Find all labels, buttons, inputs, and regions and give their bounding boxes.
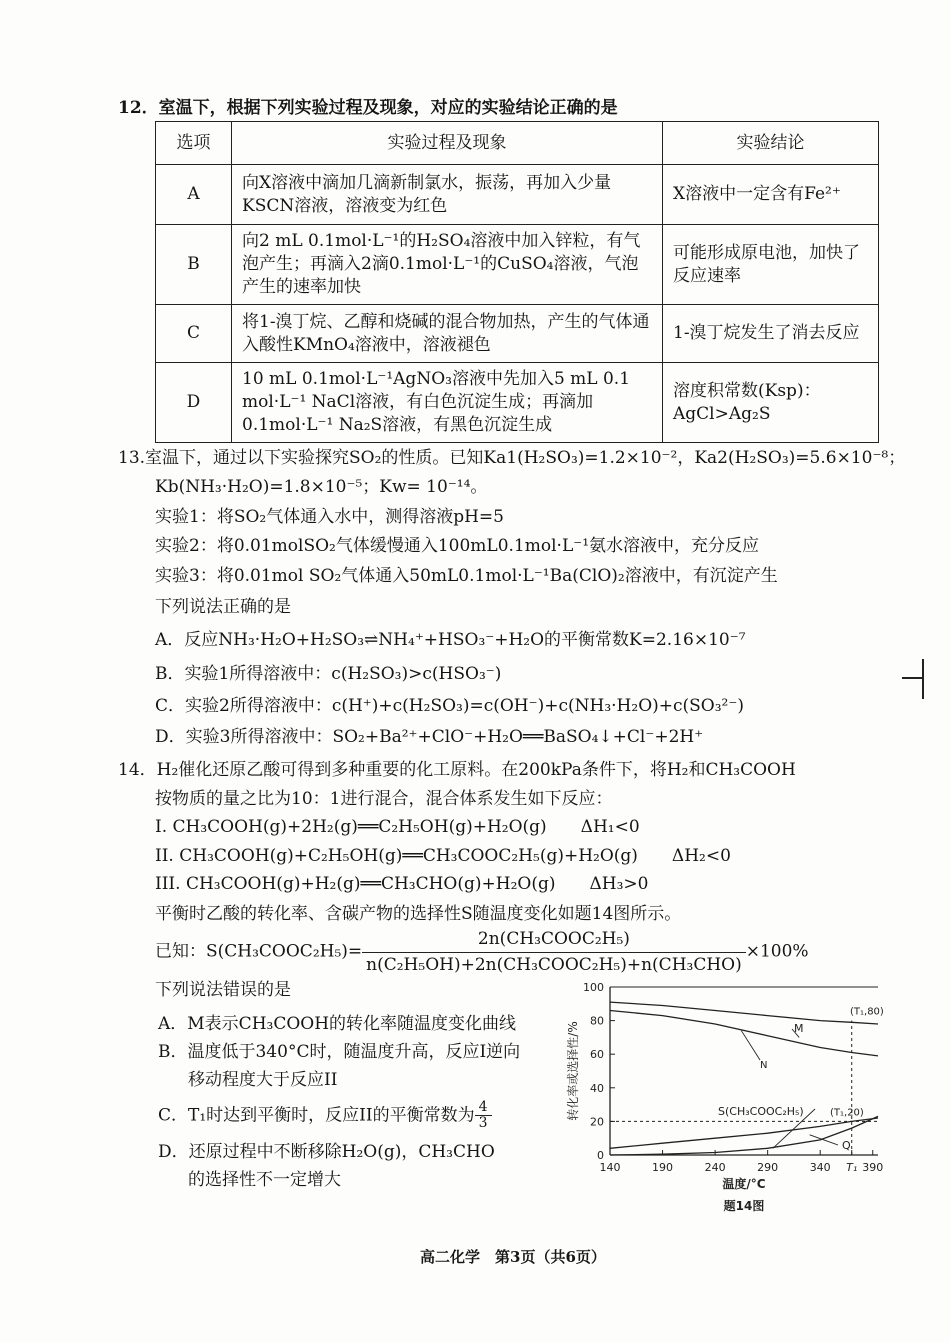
y-axis-title: 转化率或选择性/% [566,1021,580,1121]
y-tick-label: 60 [590,1048,604,1062]
x-tick-label: 290 [757,1161,779,1174]
series-label-s: S(CH₃COOC₂H₅) [718,1105,804,1118]
series-label-n: N [760,1060,768,1071]
q14-line2: 按物质的量之比为10：1进行混合，混合体系发生如下反应： [155,789,613,809]
margin-mark [922,659,924,699]
x-axis-title: 温度/°C [722,1177,766,1191]
table-row [156,305,879,363]
q13-option-d: D．实验3所得溶液中：SO₂+Ba²⁺+ClO⁻+H₂O══BaSO₄↓+Cl⁻+2H⁺ [155,727,704,747]
table-row [156,225,879,305]
chart-labels [565,981,884,1213]
header-option: 选项 [156,122,232,165]
x-tick-label: 390 [862,1161,884,1174]
q13-line1: 13.室温下，通过以下实验探究SO₂的性质。已知Ka1(H₂SO₃)=1.2×10⁻²，Ka2(H₂SO₃)=5.6×10⁻⁸； [118,448,906,468]
q12-table [155,121,879,443]
q14-reaction-1: I. CH₃COOH(g)+2H₂(g)══C₂H₅OH(g)+H₂O(g) ΔH₁<0 [155,817,640,837]
series-line-0 [610,1002,878,1024]
selectivity-fraction [362,927,746,977]
row-conclusion: 可能形成原电池，加快了反应速率 [663,225,879,305]
x-tick-label: 140 [599,1161,621,1174]
q14-reaction-2: II. CH₃COOH(g)+C₂H₅OH(g)══CH₃COOC₂H₅(g)+H₂O(g) ΔH₂<0 [155,846,731,866]
known-suffix: ×100% [745,941,809,962]
n-leader [741,1031,760,1060]
option-c-text: C．T₁时达到平衡时，反应II的平衡常数为 [158,1105,475,1126]
row-conclusion: 1-溴丁烷发生了消去反应 [663,305,879,363]
row-option: A [156,165,232,225]
q13-option-b: B．实验1所得溶液中：c(H₂SO₃)>c(HSO₃⁻) [155,664,502,684]
q14-known-formula [155,927,809,977]
series-label-m: M [794,1022,804,1035]
row-process: 10 mL 0.1mol·L⁻¹AgNO₃溶液中先加入5 mL 0.1 mol·L⁻¹ NaCl溶液，有白色沉淀生成；再滴加0.1mol·L⁻¹ Na₂S溶液，有黑色沉淀生成 [232,363,663,443]
q14-ask: 下列说法错误的是 [155,980,291,1000]
q13-option-c: C．实验2所得溶液中：c(H⁺)+c(H₂SO₃)=c(OH⁻)+c(NH₃·H₂O)+c(SO₃²⁻) [155,696,744,716]
header-conclusion: 实验结论 [663,122,879,165]
q13-exp1: 实验1：将SO₂气体通入水中，测得溶液pH=5 [155,507,504,527]
row-process: 向2 mL 0.1mol·L⁻¹的H₂SO₄溶液中加入锌粒，有气泡产生；再滴入2滴0.1mol·L⁻¹的CuSO₄溶液，气泡产生的速率加快 [232,225,663,305]
q14-description: 平衡时乙酸的转化率、含碳产物的选择性S随温度变化如题14图所示。 [155,904,682,924]
q13-line2: Kb(NH₃·H₂O)=1.8×10⁻⁵；Kw= 10⁻¹⁴。 [155,477,488,497]
table-header-row [156,122,879,165]
series-label-q: Q [842,1139,851,1152]
y-tick-label: 0 [597,1149,604,1162]
q14-line1: 14．H₂催化还原乙酸可得到多种重要的化工原料。在200kPa条件下，将H₂和CH₃COOH [118,760,796,780]
x-tick-label: 240 [704,1161,726,1174]
y-tick-label: 80 [590,1014,604,1028]
q14-option-c [158,1100,492,1132]
chart-axes [610,987,878,1155]
q13-exp2: 实验2：将0.01molSO₂气体缓慢通入100mL0.1mol·L⁻¹氨水溶液中，充分反应 [155,536,760,556]
q13-option-a: A．反应NH₃·H₂O+H₂SO₃⇌NH₄⁺+HSO₃⁻+H₂O的平衡常数K=2.16×10⁻⁷ [155,630,746,650]
y-tick-label: 100 [583,981,604,994]
q14-option-a: A．M表示CH₃COOH的转化率随温度变化曲线 [158,1014,517,1034]
q14-option-d-line2: 的选择性不一定增大 [188,1170,341,1190]
header-process: 实验过程及现象 [232,122,663,165]
q13-exp3: 实验3：将0.01mol SO₂气体通入50mL0.1mol·L⁻¹Ba(ClO)₂溶液中，有沉淀产生 [155,566,778,586]
q14-chart [560,975,900,1215]
q14-option-b-line1: B．温度低于340°C时，随温度升高，反应I逆向 [158,1042,521,1062]
q14-option-d-line1: D．还原过程中不断移除H₂O(g)，CH₃CHO [158,1142,495,1162]
annotation-t1-20: (T₁,20) [830,1107,864,1119]
x-tick-label: 190 [652,1161,674,1174]
x-tick-label: T₁ [846,1161,858,1174]
annotation-t1-80: (T₁,80) [850,1006,884,1018]
q14-reaction-3: III. CH₃COOH(g)+H₂(g)══CH₃CHO(g)+H₂O(g) ΔH₃>0 [155,874,649,894]
table-row [156,165,879,225]
row-process: 将1-溴丁烷、乙醇和烧碱的混合物加热，产生的气体通入酸性KMnO₄溶液中，溶液褪色 [232,305,663,363]
q-leader [810,1135,838,1145]
margin-mark-dash [902,677,924,679]
chart-series [610,1002,878,1155]
fraction-denominator: n(C₂H₅OH)+2n(CH₃COOC₂H₅)+n(CH₃CHO) [366,954,742,975]
option-c-denominator: 3 [478,1115,488,1132]
q14-option-b-line2: 移动程度大于反应II [188,1070,338,1090]
y-tick-label: 40 [590,1081,604,1095]
table-row [156,363,879,443]
y-tick-label: 20 [590,1115,604,1129]
q12-stem: 12．室温下，根据下列实验过程及现象，对应的实验结论正确的是 [118,98,618,118]
known-prefix: 已知：S(CH₃COOC₂H₅)= [155,941,363,962]
row-conclusion: 溶度积常数(Ksp)：AgCl>Ag₂S [663,363,879,443]
series-line-1 [610,1011,878,1056]
fraction-numerator: 2n(CH₃COOC₂H₅) [362,927,746,953]
row-option: D [156,363,232,443]
row-option: B [156,225,232,305]
option-c-fraction [475,1100,492,1132]
q13-ask: 下列说法正确的是 [155,597,291,617]
x-tick-label: 340 [809,1161,831,1174]
option-c-numerator: 4 [475,1100,492,1116]
page-footer: 高二化学 第3页（共6页） [420,1248,606,1266]
row-option: C [156,305,232,363]
row-process: 向X溶液中滴加几滴新制氯水，振荡，再加入少量KSCN溶液，溶液变为红色 [232,165,663,225]
chart-caption: 题14图 [723,1199,765,1213]
row-conclusion: X溶液中一定含有Fe²⁺ [663,165,879,225]
